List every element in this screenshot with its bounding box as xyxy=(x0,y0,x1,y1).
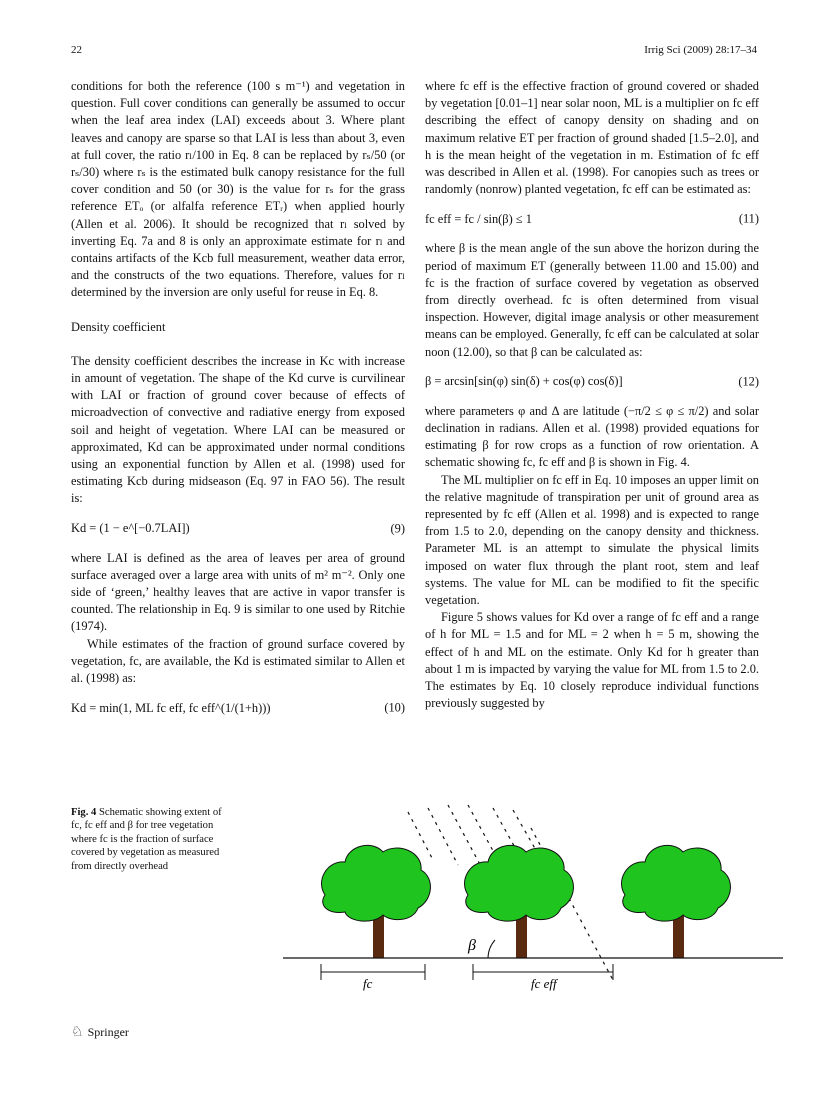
figure-caption xyxy=(71,806,231,873)
fc-label: fc xyxy=(363,976,373,991)
equation-number: (9) xyxy=(390,521,405,536)
journal-reference: Irrig Sci (2009) 28:17–34 xyxy=(644,44,757,56)
footer xyxy=(71,1024,129,1041)
caption-label: Fig. 4 xyxy=(71,807,97,818)
beta-arc xyxy=(488,940,495,958)
equation-11 xyxy=(425,202,759,236)
equation-number: (11) xyxy=(738,211,759,226)
equation-12 xyxy=(425,365,759,399)
tree-canopy xyxy=(622,845,731,921)
equation-text: Kd = min(1, ML fc eff, fc eff^(1/(1+h))) xyxy=(71,700,271,715)
publisher-name: Springer xyxy=(87,1025,129,1039)
tree-canopy xyxy=(322,845,431,921)
caption-text: Schematic showing extent of fc, fc eff and β for tree vegetation where fc is the fraction of surface covered by vegetation as measured from directly overhead xyxy=(71,807,222,872)
equation-number: (12) xyxy=(738,374,759,389)
paragraph: where LAI is defined as the area of leaves per area of ground surface averaged over a large area with units of m² m⁻². Only one side of ‘green,’ healthy leaves that are active in vapor transfer is counted. The relationship in Eq. 9 is similar to one used by Ritchie (1974). xyxy=(71,550,405,634)
equation-10 xyxy=(71,691,405,725)
equation-text: fc eff = fc / sin(β) ≤ 1 xyxy=(425,211,532,226)
equation-9 xyxy=(71,512,405,546)
springer-logo-icon: ♘ xyxy=(71,1025,84,1040)
paragraph: Figure 5 shows values for Kd over a range of fc eff and a range of h for ML = 1.5 and for ML = 2 when h = 5 m, showing the effect of h and ML on the estimate. Only Kd for h greater than about 1 m is impacted by varying the value for ML from 1.5 to 2.0. The estimates by Eq. 10 closely reproduce individual functions previously suggested by xyxy=(425,610,759,711)
fceff-label: fc eff xyxy=(531,976,557,991)
left-column xyxy=(71,78,405,729)
paragraph: where fc eff is the effective fraction of ground covered or shaded by vegetation [0.01–1] near solar noon, ML is a multiplier on fc eff describing the effect of canopy density on shading and on maximum relative ET per fraction of ground shaded [1.5–2.0], and h is the mean height of the vegetation in m. Estimation of fc eff was described in Allen et al. (1998). For canopies such as trees or randomly (nonrow) planted vegetation, fc eff can be estimated as: xyxy=(425,79,759,197)
tree-left xyxy=(322,845,431,958)
page-number: 22 xyxy=(71,44,82,56)
figure-4-schematic xyxy=(283,800,783,1000)
right-column xyxy=(425,78,759,713)
equation-text: β = arcsin[sin(φ) sin(δ) + cos(φ) cos(δ)] xyxy=(425,374,623,389)
paragraph: While estimates of the fraction of ground surface covered by vegetation, fc, are available, the Kd is estimated similar to Allen et al. (1998) as: xyxy=(71,636,405,686)
fc-dimension xyxy=(321,964,425,980)
equation-number: (10) xyxy=(384,700,405,715)
equation-text: Kd = (1 − e^[−0.7LAI]) xyxy=(71,521,190,536)
paragraph: where parameters φ and Δ are latitude (−π/2 ≤ φ ≤ π/2) and solar declination in radians. Allen et al. (1998) provided equations for estimating β for row crops as a function of row orientation. A schematic showing fc, fc eff and β is shown in Fig. 4. xyxy=(425,403,759,470)
paragraph: The ML multiplier on fc eff in Eq. 10 imposes an upper limit on the relative magnitude of transpiration per unit of ground area as represented by fc eff (Allen et al. 1998) and is expected to range from 1.5 to 2.0, depending on the canopy density and thickness. Parameter ML is an attempt to simulate the physical limits imposed on water flux through the plant root, stem and leaf systems. The value for ML can be modified to fit the specific vegetation. xyxy=(425,472,759,608)
tree-canopy xyxy=(465,845,574,921)
paragraph: conditions for both the reference (100 s m⁻¹) and vegetation in question. Full cover conditions can generally be assumed to occur when the leaf area index (LAI) exceeds about 3. Where plant leaves and canopy are sparse so that LAI is less than about 3, even at full cover, the ratio rₗ/100 in Eq. 8 can be replaced by rₛ/50 (or rₛ/30) where rₛ is the estimated bulk canopy resistance for the full cover condition and 50 (or 30) is the value for rₛ for the grass reference ETₒ (or alfalfa reference ETᵣ) when applied hourly (Allen et al. 2006). It should be recognized that rₗ solved by inverting Eq. 7a and 8 is only an approximate estimate for rₗ and contains artifacts of the Kcb full measurement, weather data error, and the constructs of the two equations. Therefore, values for rₗ determined by the inversion are only useful for reuse in Eq. 8. xyxy=(71,79,405,300)
tree-right xyxy=(465,845,574,958)
paragraph: The density coefficient describes the increase in Kc with increase in amount of vegetation. The shape of the Kd curve is curvilinear with LAI or fraction of ground cover because of effects of microadvection of convective and radiative energy from exposed soil and height of vegetation. Where LAI can be measured or approximated, Kd can be approximated under normal conditions using an exponential function by Allen et al. (1998) used for estimating Kcb during midseason (Eq. 97 in FAO 56). The result is: xyxy=(71,353,405,506)
section-heading: Density coefficient xyxy=(71,319,166,334)
tree-far-right xyxy=(622,845,731,958)
paragraph: where β is the mean angle of the sun above the horizon during the period of maximum ET (generally between 11.00 and 15.00) and fc is the fraction of surface covered by vegetation as observed from directly overhead. fc is often determined from visual inspection. However, digital image analysis or other measurement means can be employed. Generally, fc eff can be calculated at solar noon (12.00), so that β can be calculated as: xyxy=(425,241,759,359)
beta-label: β xyxy=(468,937,476,954)
